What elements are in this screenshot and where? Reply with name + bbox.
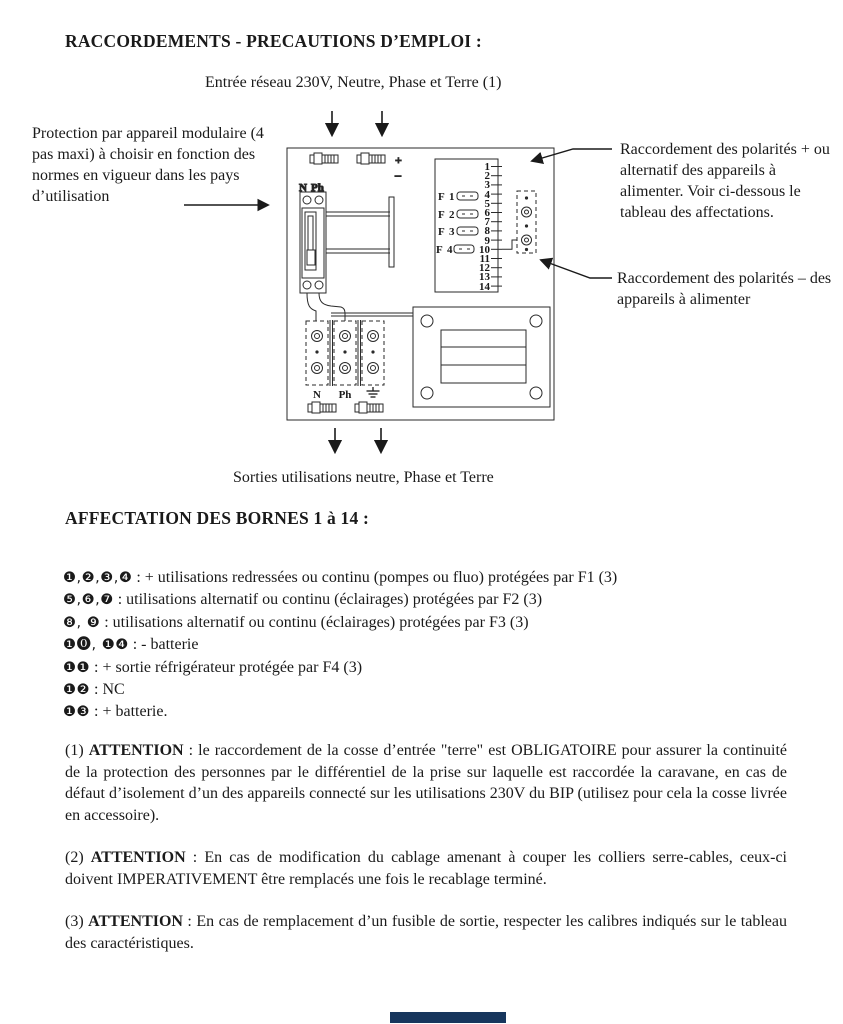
note-attention-1 [65,740,787,827]
list-item [63,567,617,589]
terminal-number: 9 [484,235,490,247]
terminal-bullets: ❶❸ [63,704,90,721]
terminal-number: 7 [484,216,490,228]
note-label: ATTENTION [88,913,183,930]
list-item-text: : + sortie réfrigérateur protégée par F4 (3) [90,658,363,676]
note-text: : le raccordement de la cosse d’entrée "terre" est OBLIGATOIRE pour assurer la continuité de la protection des personnes par le différentiel de la prise sur laquelle est raccordée la caravane, en cas de défaut d’isolement d’un des appareils connecté sur les utilisations 230V du BIP (utilisez pour cela la cosse livrée en accessoire). [65,742,788,825]
annotation-right-minus: Raccordement des polarités – des appareils à alimenter [617,270,832,308]
output-arrows [335,428,381,452]
terminal-number: 3 [484,179,490,191]
fuse-panel [435,159,502,293]
fuse-f1 [438,191,478,203]
terminal-number: 1 [484,161,490,173]
plus-mark: + [395,153,402,167]
breaker-n-label: N [299,182,307,194]
breaker-ph-label: Ph [311,182,324,194]
terminal-number: 2 [484,170,490,182]
affectations-heading: AFFECTATION DES BORNES 1 à 14 : [65,508,370,528]
fuse-f4 [436,244,474,256]
output-ph-label: Ph [338,389,352,401]
terminal-numbers [479,161,491,293]
output-terminal-strips [306,320,384,401]
list-item [63,657,617,679]
leader-arrow-plus [532,149,612,161]
list-item-text: : utilisations alternatif ou continu (éclairages) protégées par F3 (3) [100,613,529,631]
terminal-number: 8 [484,225,490,237]
annotation-left: Protection par appareil modulaire (4 pas maxi) à choisir en fonction des normes en vigueur dans les pays d’utilisation [32,125,264,205]
terminal-bullets: ❶⓿, ❶❹ [63,637,129,654]
minus-mark: – [395,168,401,182]
cable-clamp-icon [355,402,383,413]
note-attention-3 [65,911,787,954]
terminal-number: 4 [484,189,490,201]
fuse-f2 [438,209,478,221]
din-rail [326,197,394,267]
output-n-label: N [313,389,321,401]
diagram-bottom-caption: Sorties utilisations neutre, Phase et Terre [233,469,494,486]
earth-icon [367,387,380,397]
terminal-number: 10 [479,244,490,256]
list-item-text: : utilisations alternatif ou continu (éclairages) protégées par F2 (3) [113,591,543,609]
terminal-number: 5 [484,198,490,210]
terminal-number: 12 [479,262,490,274]
annotation-right-plus: Raccordement des polarités + ou alternatif des appareils à alimenter. Voir ci-dessous le tableau des affectations. [620,141,830,221]
leader-arrow-minus [541,260,612,278]
list-item [63,701,617,723]
wire-terminal10 [502,240,517,249]
note-number: (1) [65,742,89,759]
terminal-bullets: ❺,❻,❼ [63,592,114,609]
affectations-list [63,567,617,724]
terminal-bullets: ❶❷ [63,682,90,699]
list-item-text: : + utilisations redressées ou continu (pompes ou fluo) protégées par F1 (3) [132,569,618,586]
note-label: ATTENTION [90,849,186,866]
transformer [413,307,550,407]
svg-text:F 2: F 2 [438,209,456,221]
note-text: : En cas de modification du cablage amenant à couper les colliers serre-cables, ceux-ci doivent IMPERATIVEMENT être remplacés une fois le recablage terminé. [65,849,788,888]
list-item-text: : + batterie. [90,703,168,721]
list-item [63,634,617,656]
list-item [63,612,617,634]
circuit-breaker [299,182,326,293]
terminal-bullets: ❶,❷,❸,❹ [63,570,133,586]
footer-bar [390,1012,506,1023]
minus-polarity-strip [517,191,536,253]
svg-text:F 1: F 1 [438,191,456,203]
note-attention-2 [65,847,787,890]
cable-clamp-icon [357,153,385,164]
terminal-ticks [491,167,502,287]
wires [307,293,413,321]
note-number: (2) [65,849,91,866]
list-item [63,589,617,611]
cable-clamp-icon [308,402,336,413]
circuit-board-outline [287,148,554,420]
entry-arrows [332,111,382,135]
terminal-number: 14 [479,281,490,293]
strip-screws [312,331,379,374]
terminal-bullets: ❶❶ [63,659,90,676]
list-item-text: : - batterie [128,636,199,654]
cable-clamp-icon [310,153,338,164]
terminal-bullets: ❽, ❾ [63,614,101,631]
note-label: ATTENTION [88,742,184,759]
svg-text:F 4: F 4 [436,244,454,256]
list-item [63,679,617,701]
terminal-number: 6 [484,207,490,219]
fuse-f3 [438,226,478,238]
note-number: (3) [65,913,89,930]
list-item-text: : NC [90,681,125,699]
terminal-number: 13 [479,271,490,283]
terminal-number: 11 [479,253,490,265]
page-title: RACCORDEMENTS - PRECAUTIONS D’EMPLOI : [65,31,482,51]
diagram-top-caption: Entrée réseau 230V, Neutre, Phase et Terre (1) [205,74,502,91]
note-text: : En cas de remplacement d’un fusible de sortie, respecter les calibres indiqués sur le tableau des caractéristiques. [65,913,788,952]
svg-text:F 3: F 3 [438,226,456,238]
